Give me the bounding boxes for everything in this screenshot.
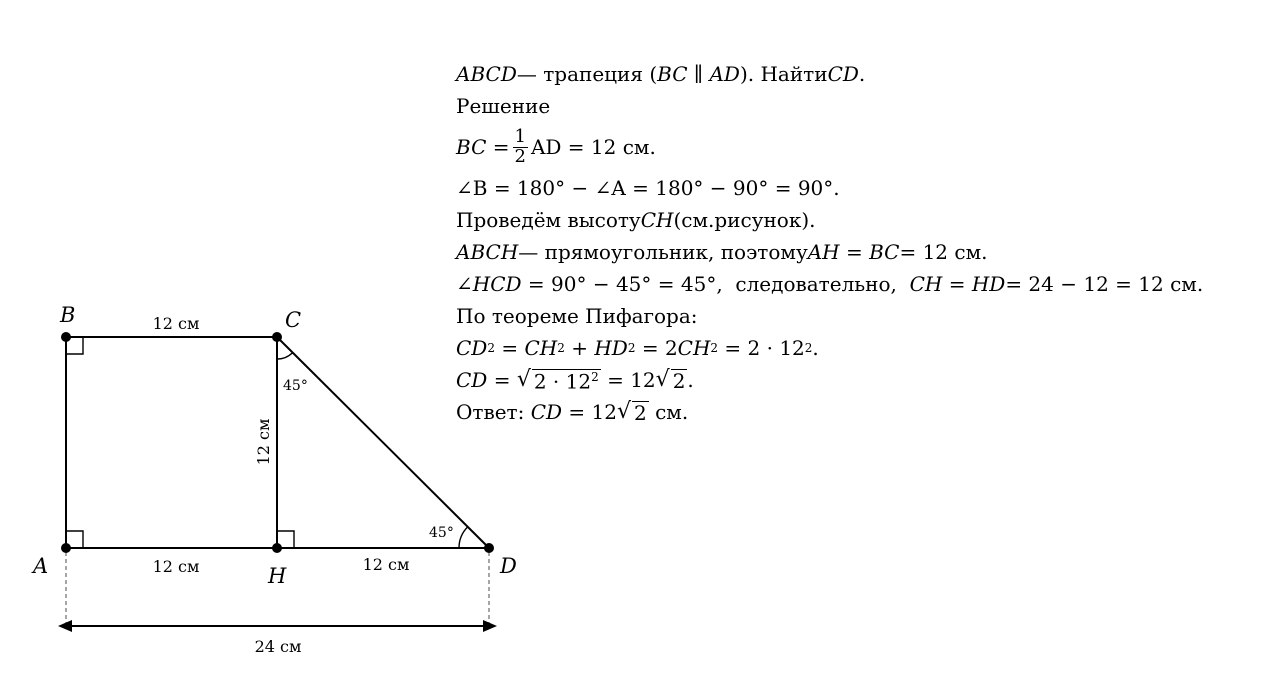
step-cd-root — [456, 364, 1203, 396]
label-d: D — [500, 554, 517, 578]
answer — [456, 396, 1203, 428]
text: — прямоугольник, поэтому — [518, 240, 808, 264]
math-cd: CD — [827, 62, 859, 86]
label-b: B — [60, 303, 76, 327]
math: CH — [677, 336, 711, 360]
length-hd: 12 см — [362, 555, 410, 574]
text: (см.рисунок). — [673, 208, 816, 232]
sqrt-two — [617, 401, 649, 423]
arrow-left-icon — [58, 620, 72, 632]
text: Ответ: — [456, 400, 531, 424]
angle-arc-c — [277, 353, 293, 359]
sqrt-two — [656, 369, 688, 391]
math-ch: CH — [640, 208, 674, 232]
solution-text — [456, 58, 1203, 428]
length-bc: 12 см — [152, 314, 200, 333]
math: CD — [456, 336, 488, 360]
angle-arc-d — [459, 527, 468, 548]
step-bc — [456, 122, 1203, 172]
exponent: 2 — [591, 369, 599, 384]
text: = 12 — [562, 400, 617, 424]
angle-label-c: 45° — [283, 378, 308, 394]
math-ah-bc: AH = BC — [807, 240, 900, 264]
exponent: 2 — [710, 341, 719, 355]
text: . — [858, 62, 866, 86]
radicand-text: 2 · 12 — [533, 369, 592, 394]
math-parallel: BC ∥ AD — [657, 62, 740, 86]
step-angle-b — [456, 172, 1203, 204]
radicand: 2 — [634, 401, 647, 425]
step-angle-hcd — [456, 268, 1203, 300]
text: = 2 · 12 — [718, 336, 805, 360]
text: = 90° − 45° = 45°, следовательно, — [521, 272, 910, 296]
text: По теореме Пифагора: — [456, 304, 698, 328]
text: ∠B = 180° − ∠A = 180° − 90° = 90°. — [456, 176, 840, 200]
label-c: C — [285, 308, 302, 332]
radical-icon: √ — [616, 399, 632, 424]
text: = 2 — [635, 336, 678, 360]
text: = 24 − 12 = 12 см. — [1005, 272, 1204, 296]
length-ah: 12 см — [152, 557, 200, 576]
exponent: 2 — [627, 341, 636, 355]
radicand — [532, 369, 601, 392]
lhs: BC = — [456, 135, 510, 159]
step-pythagoras — [456, 332, 1203, 364]
exponent: 2 — [804, 341, 813, 355]
math-ch-hd: CH = HD — [909, 272, 1006, 296]
denominator: 2 — [514, 145, 526, 167]
math: HD — [594, 336, 628, 360]
exponent: 2 — [557, 341, 565, 355]
length-ad-total: 24 см — [254, 637, 302, 656]
solution-heading — [456, 90, 1203, 122]
math-angle-hcd: ∠HCD — [456, 272, 522, 296]
problem-statement — [456, 58, 1203, 90]
point-b — [61, 332, 71, 342]
step-pythagoras-intro — [456, 300, 1203, 332]
math-abcd: ABCD — [456, 62, 517, 86]
text: — трапеция ( — [516, 62, 658, 86]
rhs: AD = 12 см. — [530, 135, 656, 159]
arrow-right-icon — [483, 620, 497, 632]
fraction-half — [513, 125, 528, 167]
step-rectangle — [456, 236, 1203, 268]
step-height — [456, 204, 1203, 236]
math-abch: ABCH — [456, 240, 519, 264]
numerator: 1 — [514, 125, 526, 147]
point-c — [272, 332, 282, 342]
text: + — [564, 336, 595, 360]
text: ). Найти — [739, 62, 828, 86]
math: CH — [524, 336, 558, 360]
text: = — [494, 336, 525, 360]
text: Проведём высоту — [456, 208, 641, 232]
lhs: CD = — [456, 368, 517, 392]
text: см. — [648, 400, 689, 424]
label-h: H — [268, 564, 287, 588]
text: . — [812, 336, 819, 360]
math-cd: CD — [530, 400, 563, 424]
point-h — [272, 543, 282, 553]
radicand: 2 — [672, 369, 686, 393]
length-ch: 12 см — [254, 418, 273, 466]
radical-icon: √ — [516, 367, 531, 393]
text: = 12 см. — [899, 240, 988, 264]
point-a — [61, 543, 71, 553]
exponent: 2 — [487, 341, 495, 355]
point-d — [484, 543, 494, 553]
angle-label-d: 45° — [429, 525, 454, 541]
text: . — [687, 368, 694, 392]
label-a: A — [33, 554, 49, 578]
sqrt-expression — [517, 369, 601, 392]
text: = 12 — [600, 368, 656, 392]
heading: Решение — [456, 94, 551, 118]
radical-icon: √ — [655, 367, 670, 392]
